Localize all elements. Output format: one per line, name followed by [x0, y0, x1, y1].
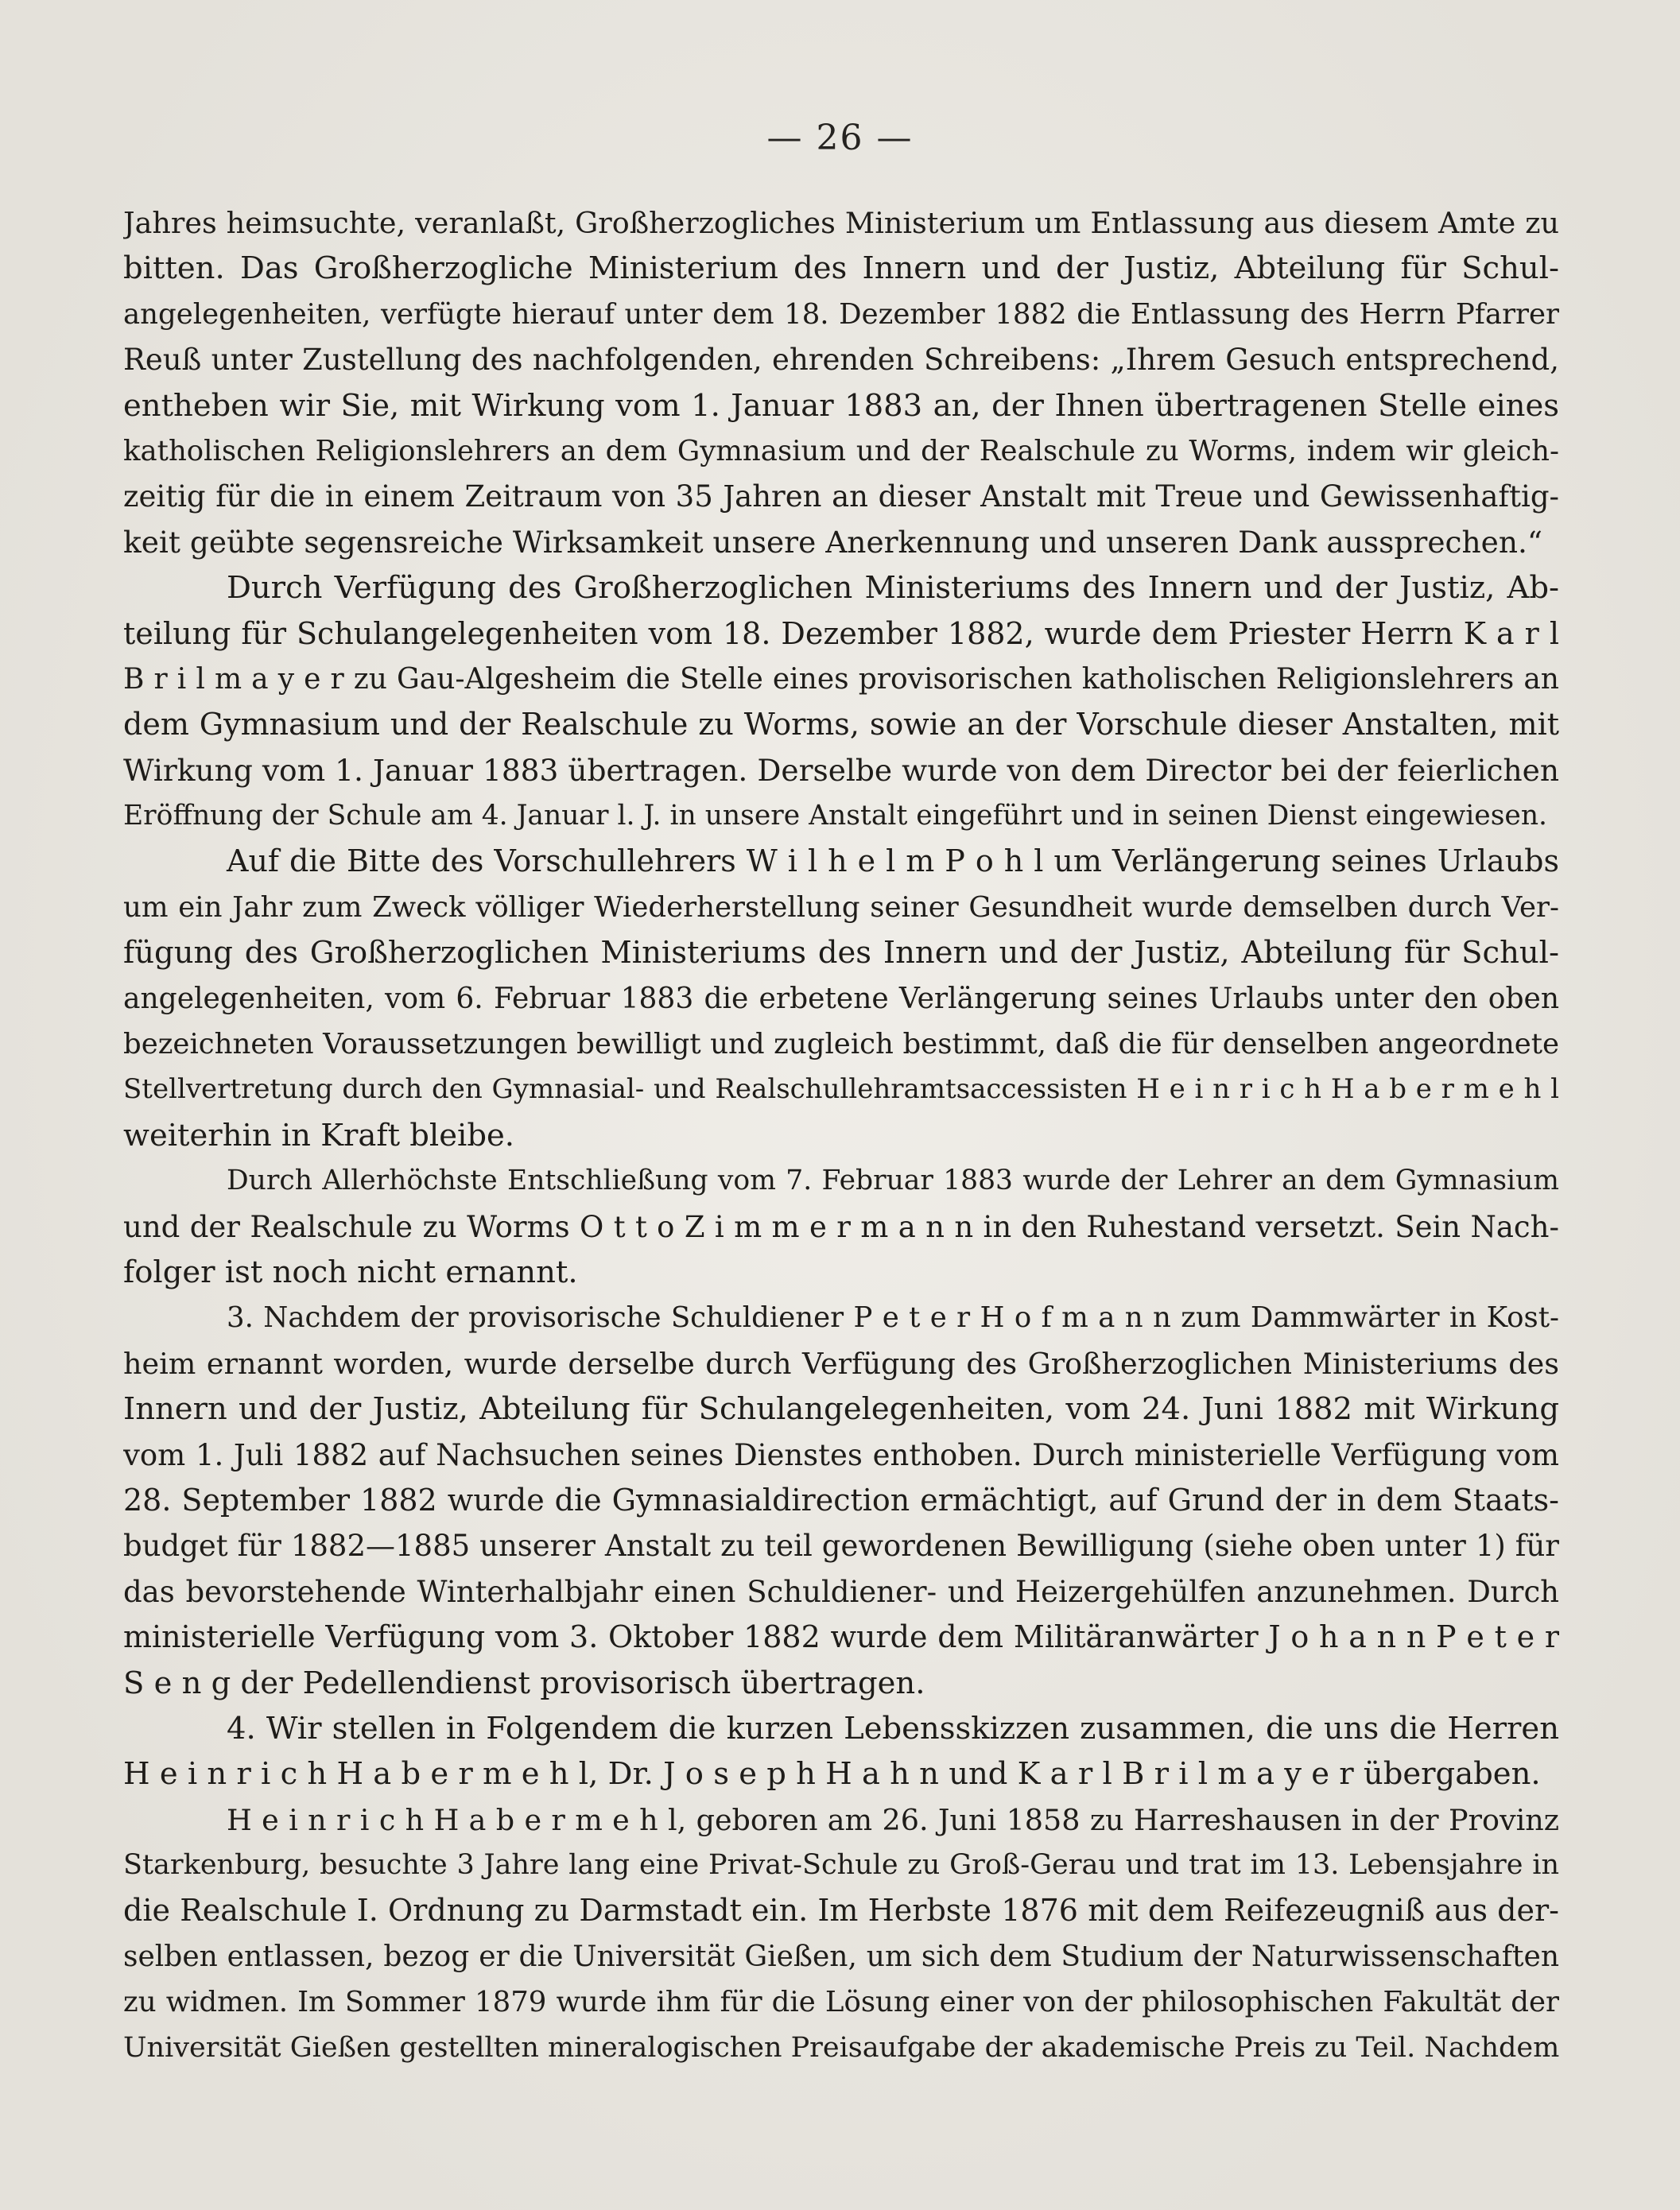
- text-line: Durch Allerhöchste Entschließung vom 7. Februar 1883 wurde der Lehrer an dem Gymnasium: [227, 1165, 1559, 1197]
- text-line: Stellvertretung durch den Gymnasial- und Realschullehramtsaccessisten H e i n r i c h H a b e r m e h l: [123, 1073, 1559, 1106]
- text-line: katholischen Religionslehrers an dem Gymnasium und der Realschule zu Worms, indem wir gleich-: [123, 434, 1559, 467]
- text-line: 28. September 1882 wurde die Gymnasialdirection ermächtigt, auf Grund der in dem Staats-: [123, 1482, 1559, 1518]
- text-line: Auf die Bitte des Vorschullehrers W i l h e l m P o h l um Verlängerung seines Urlaubs: [227, 843, 1559, 879]
- page-number: — 26 —: [766, 118, 914, 158]
- text-line: das bevorstehende Winterhalbjahr einen Schuldiener- und Heizergehülfen anzunehmen. Durch: [123, 1574, 1559, 1609]
- text-line: H e i n r i c h H a b e r m e h l, Dr. J o s e p h H a h n und K a r l B r i l m a y e r übergaben.: [123, 1756, 1541, 1793]
- text-line: 3. Nachdem der provisorische Schuldiener P e t e r H o f m a n n zum Dammwärter in Kost-: [227, 1301, 1559, 1335]
- text-line: vom 1. Juli 1882 auf Nachsuchen seines Dienstes enthoben. Durch ministerielle Verfügung vom: [123, 1437, 1559, 1472]
- text-line: weiterhin in Kraft bleibe.: [123, 1117, 515, 1153]
- text-line: heim ernannt worden, wurde derselbe durch Verfügung des Großherzoglichen Ministeriums des: [123, 1346, 1559, 1381]
- text-line: Wirkung vom 1. Januar 1883 übertragen. Derselbe wurde von dem Director bei der feierlichen: [123, 752, 1559, 788]
- text-line: budget für 1882—1885 unserer Anstalt zu teil gewordenen Bewilligung (siehe oben unter 1) für: [123, 1529, 1559, 1564]
- text-line: zu widmen. Im Sommer 1879 wurde ihm für die Lösung einer von der philosophischen Fakultät der: [123, 1986, 1559, 2019]
- text-line: bezeichneten Voraussetzungen bewilligt und zugleich bestimmt, daß die für denselben angeordnete: [123, 1028, 1559, 1061]
- text-line: Reuß unter Zustellung des nachfolgenden, ehrenden Schreibens: „Ihrem Gesuch entsprechend,: [123, 343, 1559, 378]
- text-line: und der Realschule zu Worms O t t o Z i m m e r m a n n in den Ruhestand versetzt. Sein Nach-: [123, 1209, 1559, 1244]
- body-text: [123, 200, 1559, 2071]
- text-line: Jahres heimsuchte, veranlaßt, Großherzogliches Ministerium um Entlassung aus diesem Amte zu: [123, 206, 1559, 240]
- text-line: selben entlassen, bezog er die Universität Gießen, um sich dem Studium der Naturwissenschaften: [123, 1940, 1559, 1973]
- text-line: 4. Wir stellen in Folgendem die kurzen Lebensskizzen zusammen, die uns die Herren: [227, 1710, 1559, 1747]
- text-line: Universität Gießen gestellten mineralogischen Preisaufgabe der akademische Preis zu Teil. Nachdem: [123, 2031, 1559, 2064]
- text-line: folger ist noch nicht ernannt.: [123, 1254, 578, 1290]
- text-line: fügung des Großherzoglichen Ministeriums des Innern und der Justiz, Abteilung für Schul-: [123, 935, 1559, 971]
- text-line: um ein Jahr zum Zweck völliger Wiederherstellung seiner Gesundheit wurde demselben durch Ver-: [123, 890, 1559, 924]
- text-line: angelegenheiten, vom 6. Februar 1883 die erbetene Verlängerung seines Urlaubs unter den oben: [123, 982, 1559, 1015]
- text-line: B r i l m a y e r zu Gau-Algesheim die Stelle eines provisorischen katholischen Religionslehrers an: [123, 662, 1559, 696]
- text-line: bitten. Das Großherzogliche Ministerium des Innern und der Justiz, Abteilung für Schul-: [123, 250, 1559, 287]
- text-line: teilung für Schulangelegenheiten vom 18. Dezember 1882, wurde dem Priester Herrn K a r l: [123, 615, 1559, 651]
- text-line: zeitig für die in einem Zeitraum von 35 Jahren an dieser Anstalt mit Treue und Gewissenhaftig-: [123, 479, 1559, 514]
- text-line: Eröffnung der Schule am 4. Januar l. J. in unsere Anstalt eingeführt und in seinen Dienst eingewiesen.: [123, 800, 1548, 832]
- text-line: die Realschule I. Ordnung zu Darmstadt ein. Im Herbste 1876 mit dem Reifezeugniß aus der-: [123, 1893, 1559, 1929]
- text-line: keit geübte segensreiche Wirksamkeit unsere Anerkennung und unseren Dank aussprechen.“: [123, 524, 1543, 560]
- text-line: Innern und der Justiz, Abteilung für Schulangelegenheiten, vom 24. Juni 1882 mit Wirkung: [123, 1391, 1559, 1428]
- text-line: ministerielle Verfügung vom 3. Oktober 1882 wurde dem Militäranwärter J o h a n n P e t e r: [123, 1619, 1559, 1655]
- text-line: Durch Verfügung des Großherzoglichen Ministeriums des Innern und der Justiz, Ab-: [227, 570, 1559, 607]
- text-line: H e i n r i c h H a b e r m e h l, geboren am 26. Juni 1858 zu Harreshausen in der Provinz: [227, 1802, 1559, 1837]
- text-line: entheben wir Sie, mit Wirkung vom 1. Januar 1883 an, der Ihnen übertragenen Stelle eines: [123, 387, 1559, 424]
- text-line: angelegenheiten, verfügte hierauf unter dem 18. Dezember 1882 die Entlassung des Herrn Pfarrer: [123, 297, 1559, 331]
- text-line: S e n g der Pedellendienst provisorisch übertragen.: [123, 1665, 925, 1701]
- text-line: Starkenburg, besuchte 3 Jahre lang eine Privat-Schule zu Groß-Gerau und trat im 13. Lebensjahre in: [123, 1849, 1559, 1882]
- text-line: dem Gymnasium und der Realschule zu Worms, sowie an der Vorschule dieser Anstalten, mit: [123, 707, 1559, 742]
